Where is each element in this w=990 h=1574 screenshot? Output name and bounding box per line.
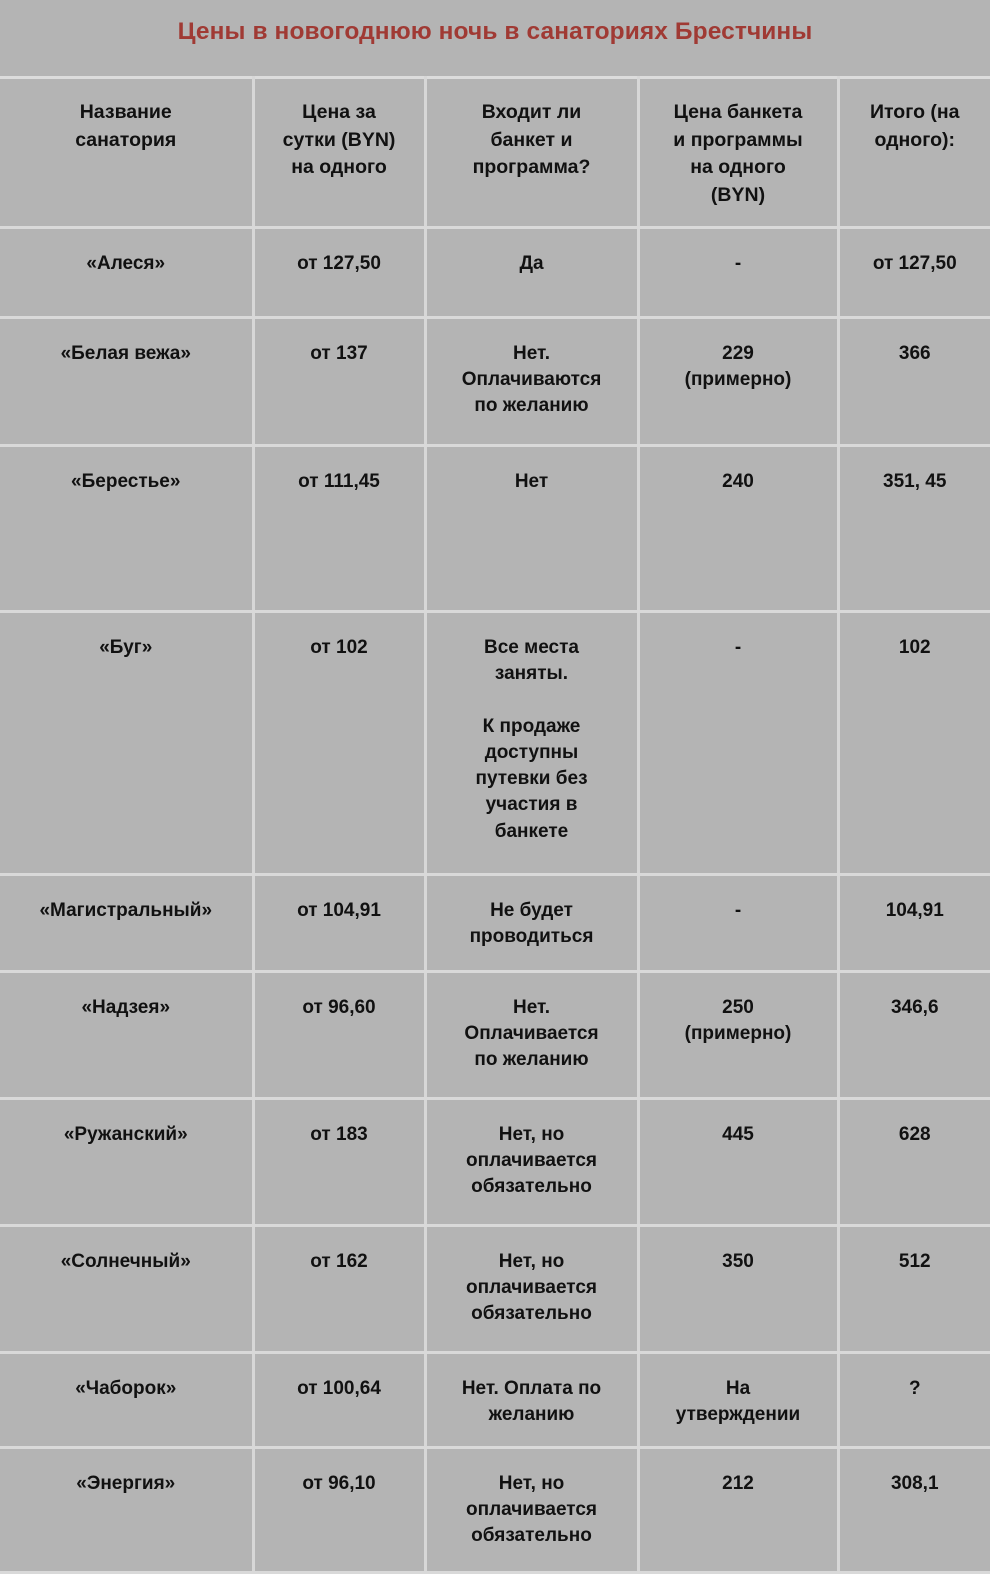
banquet-price-text [640,1100,837,1162]
total-text [840,1354,990,1416]
banquet-included-text [427,229,637,291]
cell-line: 445 [650,1122,827,1148]
table-row [0,1099,990,1226]
cell-banquet-included [425,1448,638,1573]
cell-line: проводиться [437,924,627,950]
column-header-name [0,78,253,228]
cell-line: 240 [650,469,827,495]
cell-line: Нет, но [437,1471,627,1497]
cell-line: оплачивается [437,1497,627,1523]
cell-price-per-night [253,446,425,612]
cell-line: 350 [650,1249,827,1275]
cell-line: участия в [437,792,627,818]
banquet-price-text [640,1449,837,1511]
cell-line: от 137 [265,341,414,367]
cell-line: «Берестье» [10,469,242,495]
cell-line: - [650,635,827,661]
cell-line: 351, 45 [850,469,981,495]
table-row [0,1448,990,1573]
cell-line: «Энергия» [10,1471,242,1497]
cell-total [838,318,990,446]
cell-sanatorium-name [0,318,253,446]
price-per-night-text [255,1227,424,1289]
column-header-line: сутки (BYN) [263,127,416,155]
cell-banquet-included [425,612,638,875]
cell-sanatorium-name [0,1226,253,1353]
cell-line: 628 [850,1122,981,1148]
cell-line: от 100,64 [265,1376,414,1402]
cell-line: от 183 [265,1122,414,1148]
sanatorium-name-text [0,229,252,291]
price-per-night-text [255,1449,424,1511]
cell-total [838,972,990,1099]
cell-line: заняты. [437,661,627,687]
cell-sanatorium-name [0,1448,253,1573]
cell-line: Все места [437,635,627,661]
cell-banquet-price [638,875,838,972]
table-row [0,446,990,612]
banquet-included-text [427,1227,637,1342]
cell-line: Нет. [437,341,627,367]
cell-line: Оплачиваются [437,367,627,393]
banquet-included-text [427,973,637,1088]
cell-banquet-included [425,972,638,1099]
cell-sanatorium-name [0,1353,253,1448]
cell-sanatorium-name [0,972,253,1099]
sanatorium-name-text [0,973,252,1035]
cell-line: 366 [850,341,981,367]
cell-line: Не будет [437,898,627,924]
cell-line: по желанию [437,393,627,419]
column-header-line: санатория [8,127,244,155]
sanatorium-name-text [0,613,252,675]
cell-line: Нет. Оплата по [437,1376,627,1402]
cell-price-per-night [253,1353,425,1448]
cell-line: оплачивается [437,1275,627,1301]
cell-total [838,875,990,972]
cell-line: Нет, но [437,1249,627,1275]
banquet-included-text [427,447,637,509]
cell-banquet-included [425,1099,638,1226]
banquet-price-text [640,876,837,938]
banquet-price-text [640,229,837,291]
cell-banquet-price [638,318,838,446]
cell-banquet-included [425,875,638,972]
column-header-line: Входит ли [435,99,629,127]
price-per-night-text [255,876,424,938]
table-row [0,875,990,972]
cell-line: утверждении [650,1402,827,1428]
column-header-line: банкет и [435,127,629,155]
column-header-line: Итого (на [848,99,983,127]
table-row [0,612,990,875]
cell-banquet-price [638,1226,838,1353]
cell-total [838,1226,990,1353]
cell-price-per-night [253,1448,425,1573]
cell-total [838,1448,990,1573]
cell-price-per-night [253,972,425,1099]
column-header-line: программа? [435,154,629,182]
cell-line: оплачивается [437,1148,627,1174]
cell-line: «Магистральный» [10,898,242,924]
cell-total [838,1099,990,1226]
sanatorium-name-text [0,1449,252,1511]
banquet-included-text [427,319,637,434]
banquet-price-text [640,447,837,509]
table-header-row [0,78,990,228]
cell-sanatorium-name [0,228,253,318]
total-text [840,613,990,675]
cell-banquet-price [638,972,838,1099]
cell-line: 512 [850,1249,981,1275]
cell-line: обязательно [437,1523,627,1549]
total-text [840,876,990,938]
cell-line: «Солнечный» [10,1249,242,1275]
sanatorium-name-text [0,1227,252,1289]
cell-price-per-night [253,1099,425,1226]
cell-line: 250 [650,995,827,1021]
total-text [840,1100,990,1162]
banquet-included-text [427,1354,637,1442]
cell-line: - [650,251,827,277]
cell-line: 102 [850,635,981,661]
cell-banquet-included [425,1353,638,1448]
cell-line: - [650,898,827,924]
table-row [0,1353,990,1448]
sanatorium-name-text [0,876,252,938]
cell-line: 346,6 [850,995,981,1021]
banquet-included-text [427,876,637,964]
cell-banquet-included [425,446,638,612]
cell-banquet-price [638,446,838,612]
table-row [0,228,990,318]
cell-line: от 96,60 [265,995,414,1021]
cell-line: 104,91 [850,898,981,924]
cell-line: обязательно [437,1174,627,1200]
banquet-included-text [427,613,637,859]
cell-line: банкете [437,819,627,845]
cell-line: от 127,50 [265,251,414,277]
total-text [840,319,990,381]
cell-line: (примерно) [650,367,827,393]
table-row [0,318,990,446]
cell-banquet-included [425,228,638,318]
banquet-price-text [640,1227,837,1289]
cell-sanatorium-name [0,612,253,875]
banquet-price-text [640,319,837,407]
banquet-price-text [640,1354,837,1442]
cell-line: Нет, но [437,1122,627,1148]
column-header-total-text [840,79,990,170]
sanatorium-name-text [0,1354,252,1416]
cell-line: по желанию [437,1047,627,1073]
cell-line: от 162 [265,1249,414,1275]
table-body [0,228,990,1573]
cell-line: К продаже [437,714,627,740]
cell-line: «Буг» [10,635,242,661]
total-text [840,1449,990,1511]
cell-line: обязательно [437,1301,627,1327]
price-per-night-text [255,229,424,291]
cell-banquet-price [638,228,838,318]
column-header-name-text [0,79,252,170]
total-text [840,973,990,1035]
cell-sanatorium-name [0,446,253,612]
sanatorium-price-table [0,76,990,1574]
sanatorium-name-text [0,1100,252,1162]
cell-total [838,612,990,875]
price-per-night-text [255,319,424,381]
cell-line: ? [850,1376,981,1402]
cell-banquet-price [638,1099,838,1226]
cell-line: доступны [437,740,627,766]
cell-line: Нет. [437,995,627,1021]
price-per-night-text [255,1354,424,1416]
cell-price-per-night [253,318,425,446]
cell-line: 212 [650,1471,827,1497]
cell-banquet-price [638,1353,838,1448]
column-header-banquet-included [425,78,638,228]
cell-total [838,228,990,318]
column-header-banquet-price [638,78,838,228]
cell-line: от 111,45 [265,469,414,495]
banquet-included-text [427,1449,637,1564]
cell-line: от 104,91 [265,898,414,924]
cell-line: Нет [437,469,627,495]
cell-line: «Чаборок» [10,1376,242,1402]
column-header-price-per-night [253,78,425,228]
cell-line: желанию [437,1402,627,1428]
banquet-price-text [640,613,837,675]
column-header-line: Название [8,99,244,127]
cell-line: 229 [650,341,827,367]
column-header-line: одного): [848,127,983,155]
cell-line: «Надзея» [10,995,242,1021]
cell-sanatorium-name [0,1099,253,1226]
cell-line: (примерно) [650,1021,827,1047]
cell-price-per-night [253,612,425,875]
column-header-banquet-included-text [427,79,637,198]
cell-total [838,446,990,612]
table-header [0,78,990,228]
cell-price-per-night [253,875,425,972]
price-per-night-text [255,973,424,1035]
column-header-banquet-price-text [640,79,837,226]
table-row [0,972,990,1099]
sanatorium-name-text [0,319,252,381]
cell-line: от 127,50 [850,251,981,277]
cell-price-per-night [253,228,425,318]
cell-line: от 96,10 [265,1471,414,1497]
cell-line: «Белая вежа» [10,341,242,367]
column-header-total [838,78,990,228]
cell-line: «Алеся» [10,251,242,277]
column-header-line: и программы [648,127,829,155]
cell-line: Оплачивается [437,1021,627,1047]
banquet-price-text [640,973,837,1061]
column-header-line: Цена за [263,99,416,127]
cell-banquet-price [638,612,838,875]
cell-line: На [650,1376,827,1402]
total-text [840,447,990,509]
total-text [840,1227,990,1289]
price-per-night-text [255,447,424,509]
cell-line: «Ружанский» [10,1122,242,1148]
column-header-line: (BYN) [648,182,829,210]
cell-line: от 102 [265,635,414,661]
cell-banquet-price [638,1448,838,1573]
sanatorium-name-text [0,447,252,509]
page-title: Цены в новогоднюю ночь в санаториях Брестчины [178,18,813,46]
page-title-bar [0,0,990,76]
column-header-line: Цена банкета [648,99,829,127]
table-row [0,1226,990,1353]
cell-sanatorium-name [0,875,253,972]
column-header-line: на одного [263,154,416,182]
cell-line: Да [437,251,627,277]
cell-banquet-included [425,1226,638,1353]
total-text [840,229,990,291]
banquet-included-text [427,1100,637,1215]
cell-line: путевки без [437,766,627,792]
cell-line: 308,1 [850,1471,981,1497]
cell-banquet-included [425,318,638,446]
price-per-night-text [255,613,424,675]
cell-total [838,1353,990,1448]
column-header-line: на одного [648,154,829,182]
column-header-price-per-night-text [255,79,424,198]
cell-price-per-night [253,1226,425,1353]
price-per-night-text [255,1100,424,1162]
